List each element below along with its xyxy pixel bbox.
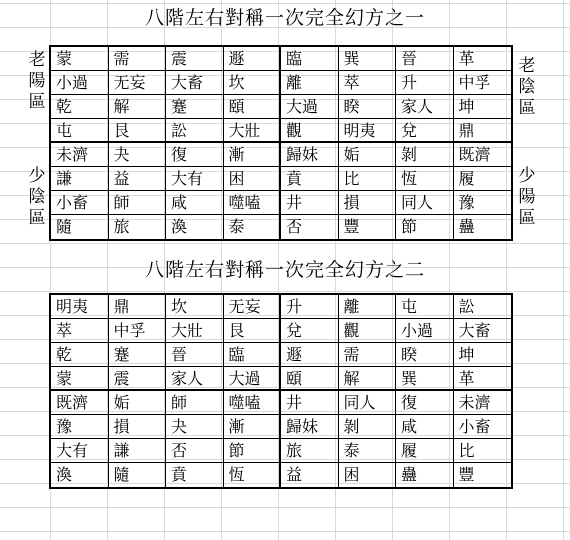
- hexagram-cell[interactable]: 同人: [396, 191, 454, 215]
- hexagram-cell[interactable]: 兌: [396, 119, 454, 143]
- hexagram-cell[interactable]: 豐: [458, 465, 475, 484]
- hexagram-cell[interactable]: 坤: [454, 343, 512, 367]
- hexagram-cell[interactable]: 隨: [51, 215, 109, 239]
- hexagram-cell[interactable]: 革: [454, 47, 512, 71]
- hexagram-cell[interactable]: 賁: [281, 167, 339, 191]
- hexagram-cell[interactable]: 泰: [224, 215, 282, 239]
- hexagram-cell[interactable]: 否: [281, 215, 339, 239]
- hexagram-cell[interactable]: 中孚: [109, 319, 167, 343]
- hexagram-cell[interactable]: 旅: [281, 439, 339, 463]
- hexagram-cell[interactable]: 解: [339, 367, 397, 391]
- hexagram-cell[interactable]: 巽: [339, 47, 397, 71]
- hexagram-cell[interactable]: 復: [166, 143, 224, 167]
- hexagram-cell[interactable]: 遯: [281, 343, 339, 367]
- hexagram-cell[interactable]: 蠱: [458, 217, 475, 236]
- hexagram-cell[interactable]: 臨: [224, 343, 282, 367]
- hexagram-cell[interactable]: 比: [454, 439, 512, 463]
- hexagram-cell[interactable]: 萃: [339, 71, 397, 95]
- hexagram-cell[interactable]: 豫: [454, 191, 512, 215]
- hexagram-cell[interactable]: 否: [166, 439, 224, 463]
- hexagram-cell[interactable]: 乾: [51, 343, 109, 367]
- hexagram-cell[interactable]: 大壯: [166, 319, 224, 343]
- hexagram-cell[interactable]: 小畜: [454, 415, 512, 439]
- hexagram-cell[interactable]: 巽: [396, 367, 454, 391]
- hexagram-cell[interactable]: 解: [109, 95, 167, 119]
- hexagram-cell[interactable]: 坎: [224, 71, 282, 95]
- hexagram-cell[interactable]: 鼎: [454, 119, 512, 143]
- hexagram-cell[interactable]: 夬: [109, 143, 167, 167]
- hexagram-cell[interactable]: 艮: [109, 119, 167, 143]
- hexagram-cell[interactable]: 噬嗑: [224, 191, 282, 215]
- hexagram-cell[interactable]: 謙: [51, 167, 109, 191]
- hexagram-cell[interactable]: 需: [339, 343, 397, 367]
- hexagram-cell[interactable]: 坎: [166, 295, 224, 319]
- hexagram-cell[interactable]: 无妄: [224, 295, 282, 319]
- hexagram-cell[interactable]: 井: [281, 391, 339, 415]
- hexagram-cell[interactable]: 益: [281, 463, 339, 487]
- hexagram-cell[interactable]: 既濟: [51, 391, 109, 415]
- hexagram-cell[interactable]: 離: [281, 71, 339, 95]
- hexagram-cell[interactable]: 履: [454, 167, 512, 191]
- label-old-yin-zone: 老陰區: [518, 56, 536, 118]
- hexagram-cell[interactable]: 賁: [166, 463, 224, 487]
- hexagram-cell[interactable]: 小過: [396, 319, 454, 343]
- hexagram-cell[interactable]: 蒙: [51, 367, 109, 391]
- hexagram-cell[interactable]: 兌: [281, 319, 339, 343]
- hexagram-cell[interactable]: 睽: [339, 95, 397, 119]
- hexagram-cell[interactable]: 升: [396, 71, 454, 95]
- hexagram-cell[interactable]: 益: [109, 167, 167, 191]
- hexagram-cell[interactable]: 萃: [51, 319, 109, 343]
- hexagram-cell[interactable]: 渙: [51, 463, 109, 487]
- hexagram-cell[interactable]: 未濟: [51, 143, 109, 167]
- label-old-yang-zone: 老陽區: [28, 50, 46, 112]
- hexagram-cell[interactable]: 訟: [166, 119, 224, 143]
- hexagram-cell[interactable]: 節: [396, 215, 454, 239]
- hexagram-cell[interactable]: 咸: [166, 191, 224, 215]
- hexagram-cell[interactable]: 姤: [339, 143, 397, 167]
- hexagram-cell[interactable]: 家人: [396, 95, 454, 119]
- hexagram-cell[interactable]: 家人: [166, 367, 224, 391]
- hexagram-cell[interactable]: 夬: [166, 415, 224, 439]
- magic-square-grid-2: [51, 295, 511, 487]
- label-young-yang-zone: 少陽區: [518, 166, 536, 228]
- hexagram-cell[interactable]: 復: [396, 391, 454, 415]
- hexagram-cell[interactable]: 未濟: [454, 391, 512, 415]
- hexagram-cell[interactable]: 觀: [339, 319, 397, 343]
- hexagram-cell[interactable]: 大過: [224, 367, 282, 391]
- hexagram-cell[interactable]: 漸: [224, 143, 282, 167]
- hexagram-cell[interactable]: 師: [109, 191, 167, 215]
- hexagram-cell[interactable]: 頤: [224, 95, 282, 119]
- hexagram-cell[interactable]: 大有: [51, 439, 109, 463]
- hexagram-cell[interactable]: 蹇: [166, 95, 224, 119]
- hexagram-cell[interactable]: 歸妹: [281, 143, 339, 167]
- hexagram-cell[interactable]: 蹇: [109, 343, 167, 367]
- hexagram-cell[interactable]: 睽: [396, 343, 454, 367]
- hexagram-cell[interactable]: 泰: [339, 439, 397, 463]
- hexagram-cell[interactable]: 離: [339, 295, 397, 319]
- hexagram-cell[interactable]: 震: [109, 367, 167, 391]
- hexagram-cell[interactable]: 謙: [109, 439, 167, 463]
- hexagram-cell[interactable]: 既濟: [454, 143, 512, 167]
- hexagram-cell[interactable]: 大過: [281, 95, 339, 119]
- hexagram-cell[interactable]: 遯: [224, 47, 282, 71]
- hexagram-cell[interactable]: 姤: [109, 391, 167, 415]
- hexagram-cell[interactable]: 剝: [396, 143, 454, 167]
- hexagram-cell[interactable]: 師: [166, 391, 224, 415]
- hexagram-cell[interactable]: 小畜: [51, 191, 109, 215]
- hexagram-cell[interactable]: 革: [454, 367, 512, 391]
- label-young-yin-zone: 少陰區: [28, 166, 46, 228]
- hexagram-cell[interactable]: 臨: [281, 47, 339, 71]
- hexagram-cell[interactable]: 渙: [166, 215, 224, 239]
- hexagram-cell[interactable]: 大畜: [454, 319, 512, 343]
- hexagram-cell[interactable]: 訟: [454, 295, 512, 319]
- hexagram-cell[interactable]: 觀: [281, 119, 339, 143]
- hexagram-cell[interactable]: 旅: [109, 215, 167, 239]
- hexagram-cell[interactable]: 歸妹: [281, 415, 339, 439]
- hexagram-cell[interactable]: 晉: [396, 47, 454, 71]
- hexagram-cell[interactable]: 大畜: [166, 71, 224, 95]
- hexagram-cell[interactable]: 困: [224, 167, 282, 191]
- hexagram-cell[interactable]: 漸: [224, 415, 282, 439]
- hexagram-cell[interactable]: 无妄: [109, 71, 167, 95]
- hexagram-cell[interactable]: 咸: [396, 415, 454, 439]
- hexagram-cell[interactable]: 同人: [339, 391, 397, 415]
- hexagram-cell[interactable]: 蒙: [51, 47, 109, 71]
- hexagram-cell[interactable]: 坤: [454, 95, 512, 119]
- hexagram-cell[interactable]: 小過: [51, 71, 109, 95]
- hexagram-cell[interactable]: 乾: [51, 95, 109, 119]
- hexagram-cell[interactable]: 中孚: [454, 71, 512, 95]
- hexagram-cell[interactable]: 豐: [339, 215, 397, 239]
- hexagram-cell[interactable]: 恆: [224, 463, 282, 487]
- hexagram-cell[interactable]: 井: [281, 191, 339, 215]
- hexagram-cell[interactable]: 損: [339, 191, 397, 215]
- hexagram-cell[interactable]: 隨: [109, 463, 167, 487]
- hexagram-cell[interactable]: 頤: [281, 367, 339, 391]
- magic-square-title-2: 八階左右對稱一次完全幻方之二: [144, 259, 425, 281]
- hexagram-cell[interactable]: 困: [339, 463, 397, 487]
- hexagram-cell[interactable]: 屯: [396, 295, 454, 319]
- hexagram-cell[interactable]: 屯: [51, 119, 109, 143]
- hexagram-cell[interactable]: 損: [109, 415, 167, 439]
- hexagram-cell[interactable]: 升: [281, 295, 339, 319]
- magic-square-title-1: 八階左右對稱一次完全幻方之一: [144, 7, 425, 29]
- hexagram-cell[interactable]: 艮: [224, 319, 282, 343]
- hexagram-cell[interactable]: 履: [396, 439, 454, 463]
- hexagram-cell[interactable]: 震: [166, 47, 224, 71]
- hexagram-cell[interactable]: 明夷: [51, 295, 109, 319]
- hexagram-cell[interactable]: 鼎: [109, 295, 167, 319]
- hexagram-cell[interactable]: 恆: [396, 167, 454, 191]
- hexagram-cell[interactable]: 比: [339, 167, 397, 191]
- hexagram-cell[interactable]: 大有: [166, 167, 224, 191]
- hexagram-cell[interactable]: 需: [109, 47, 167, 71]
- hexagram-cell[interactable]: 剝: [339, 415, 397, 439]
- hexagram-cell[interactable]: 豫: [51, 415, 109, 439]
- hexagram-cell[interactable]: 噬嗑: [224, 391, 282, 415]
- hexagram-cell[interactable]: 晉: [166, 343, 224, 367]
- magic-square-grid-1: [51, 47, 511, 239]
- hexagram-cell[interactable]: 大壯: [224, 119, 282, 143]
- hexagram-cell[interactable]: 明夷: [339, 119, 397, 143]
- hexagram-cell[interactable]: 節: [224, 439, 282, 463]
- hexagram-cell[interactable]: 蠱: [396, 463, 454, 487]
